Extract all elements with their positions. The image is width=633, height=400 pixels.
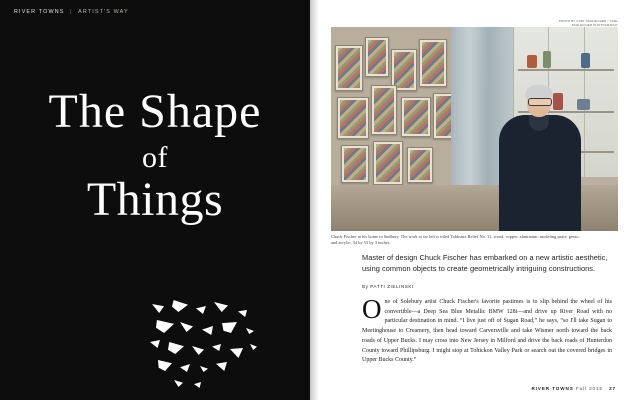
shard (238, 310, 247, 317)
title-line-1: The Shape (48, 85, 262, 138)
framed-artwork (419, 39, 447, 87)
subject-glasses (528, 98, 552, 106)
title-line-2: of (142, 141, 168, 175)
framed-artwork (401, 97, 431, 137)
folio-page-number: 27 (609, 386, 616, 391)
running-head (14, 9, 129, 15)
page-title (0, 85, 310, 226)
shelf-object (543, 51, 551, 68)
framed-artwork (337, 97, 369, 139)
shard (158, 360, 172, 371)
shard (222, 322, 237, 333)
left-page (0, 0, 310, 400)
framed-artwork (341, 145, 369, 183)
article-byline: By PATTI ZIELINSKI (362, 284, 414, 289)
shard (150, 340, 160, 348)
article-body (362, 294, 612, 366)
photo-caption: Chuck Fischer at his home in Sudbury. The work at far left is titled Tableaux Relief No. 11, wood, copper, aluminum, modeling paste, gesso, and acrylic, 34 by 53 by 3 inches. (331, 234, 580, 246)
shelf-object (553, 93, 563, 110)
shard (152, 304, 164, 313)
shelf-object (581, 53, 590, 68)
framed-artwork (407, 147, 433, 183)
shard (212, 344, 221, 351)
subject-hair (525, 85, 553, 99)
shard (172, 300, 188, 312)
photo-image (331, 27, 618, 231)
shard-decoration (150, 300, 300, 395)
framed-artwork (365, 37, 389, 77)
shard (192, 346, 204, 355)
folio-magazine: RIVER TOWNS (531, 386, 574, 391)
shard (156, 320, 174, 333)
title-line-3: Things (86, 172, 224, 226)
shard (200, 366, 208, 372)
framed-artwork (371, 85, 397, 135)
running-head-secondary: ARTIST'S WAY (78, 9, 129, 15)
article-photo (331, 27, 618, 231)
running-head-separator: | (70, 9, 73, 15)
folio (531, 386, 616, 391)
shard (216, 362, 227, 371)
photo-credit: PHOTO BY CARL SCHLEICHER / CARL SCHLEICHER PHOTOGRAPHY (559, 19, 618, 27)
shard (194, 382, 201, 388)
shard (174, 380, 183, 387)
shelf-object (563, 57, 575, 68)
shelf (518, 69, 614, 71)
shard (246, 328, 254, 334)
shard (196, 306, 206, 314)
framed-artwork (373, 141, 403, 185)
shelf-object (527, 55, 537, 68)
folio-issue: Fall 2015 (575, 386, 603, 391)
shard (202, 326, 213, 335)
shard (214, 302, 228, 312)
shard (180, 364, 190, 372)
framed-artwork (335, 45, 363, 91)
article-deck: Master of design Chuck Fischer has embarked on a new artistic aesthetic, using common objects to create geometrically intriguing constructions. (362, 253, 608, 273)
right-page (310, 0, 633, 400)
shelf-object (577, 99, 590, 110)
drop-cap: O (362, 294, 382, 324)
subject-body (499, 115, 581, 231)
shard (180, 322, 193, 332)
running-head-primary: RIVER TOWNS (14, 9, 65, 15)
shard (230, 348, 243, 358)
shard (250, 344, 257, 350)
shard (168, 342, 184, 354)
article-body-text: ne of Solebury artist Chuck Fischer's favorite pastimes is to slip behind the wheel of his convertible—a Deep Sea Blue Metallic BMW 128i—and drive up River Road with no particular destination in mind. “I live just off of Sugan Road,” he says, “so I'll take Sugan to Meetinghouse to Creamery, then head toward Carversville and take Wismer north toward the back roads of Upper Bucks. I may cross into New Jersey in Milford and drive the back roads of Hunterdon County toward Phillipsburg. I might stop at Tohickon Valley Park or search out the covered bridges in Upper Bucks County.” (362, 299, 612, 364)
